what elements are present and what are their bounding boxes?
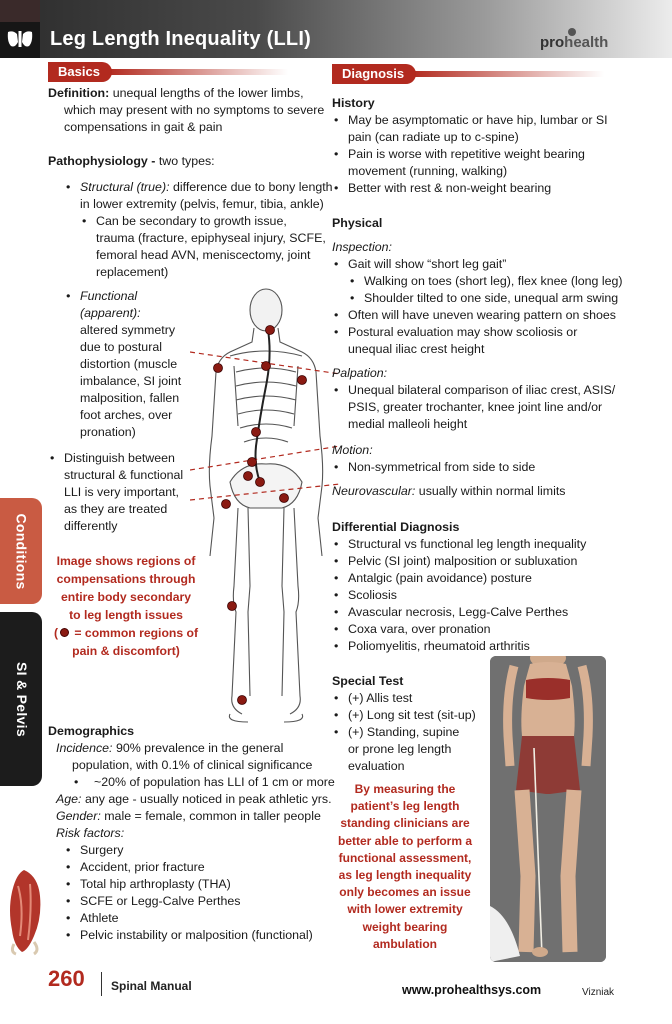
history-item-1a: • May be asymptomatic or have hip, lumbar or SI — [332, 112, 632, 129]
caption-legend-open: ( — [53, 626, 59, 640]
basics-label: Basics — [48, 62, 112, 82]
structural-line1: difference due to bony length — [172, 180, 333, 194]
inspection-item-3b: unequal iliac crest height — [348, 342, 485, 356]
physical-heading: Physical — [332, 216, 383, 230]
diagnosis-label: Diagnosis — [332, 64, 416, 84]
caption-line-2: compensations through — [56, 572, 196, 586]
ddx-item: • Scoliosis — [332, 587, 632, 604]
functional-line-6: foot arches, over — [80, 408, 173, 422]
diagnosis-header-rule — [412, 71, 604, 77]
ddx-item: • Coxa vara, over pronation — [332, 621, 632, 638]
incidence-label: Incidence: — [56, 741, 113, 755]
palpation-a: • Unequal bilateral comparison of iliac crest, ASIS/ — [332, 382, 632, 399]
gender-text: male = female, common in taller people — [104, 809, 321, 823]
functional-line-5: malposition, fallen — [80, 391, 180, 405]
brand-pro: pro — [540, 34, 565, 51]
functional-label1: • Functional — [64, 288, 204, 305]
ddx-item: • Avascular necrosis, Legg-Calve Perthes — [332, 604, 632, 621]
demographics-heading: Demographics — [48, 724, 135, 738]
history-item-1b: pain (can radiate up to c-spine) — [348, 130, 519, 144]
neuro-label: Neurovascular: — [332, 484, 416, 498]
history-block — [332, 95, 632, 197]
caption-line-1: Image shows regions of — [56, 554, 196, 568]
history-heading: History — [332, 96, 375, 110]
patho-rest: two types: — [158, 154, 215, 168]
age-label: Age: — [56, 792, 82, 806]
age-text: any age - usually noticed in peak athletic yrs. — [84, 792, 332, 806]
page-title: Leg Length Inequality (LLI) — [50, 28, 311, 50]
distinguish-line-1: • Distinguish between — [48, 450, 198, 467]
risk-item: • Total hip arthroplasty (THA) — [64, 876, 338, 893]
tab-si-pelvis-label: SI & Pelvis — [13, 661, 30, 737]
skeleton-caption — [46, 552, 206, 660]
palpation-b: PSIS, greater trochanter, knee joint line and/or — [348, 400, 603, 414]
structural-block — [64, 179, 336, 281]
distinguish-block — [48, 450, 198, 535]
footer-divider — [101, 972, 102, 996]
caption-line-3: entire body secondary — [60, 590, 192, 604]
definition-label: Definition: — [48, 86, 110, 100]
definition-line3: compensations in gait & pain — [64, 120, 223, 134]
inspection-label: Inspection: — [332, 240, 392, 254]
inspection-sub-2: • Shoulder tilted to one side, unequal arm swing — [348, 290, 632, 307]
inspection-item-1: • Gait will show “short leg gait” — [332, 256, 632, 273]
risk-item: • Athlete — [64, 910, 338, 927]
inspection-item-2: • Often will have uneven wearing pattern on shoes — [332, 307, 632, 324]
caption-legend-rest: = common regions of — [71, 626, 199, 640]
distinguish-line-3: LLI is very important, — [64, 485, 180, 499]
palpation-c: medial malleoli height — [348, 417, 468, 431]
distinguish-line-5: differently — [64, 519, 118, 533]
functional-line-2: due to postural — [80, 340, 162, 354]
brand-health: health — [564, 34, 609, 51]
leg-measurement-photo — [490, 656, 606, 962]
risk-item: • Accident, prior fracture — [64, 859, 338, 876]
structural-sub3: femoral head AVN, meniscectomy, joint — [96, 248, 311, 262]
photo-caption-line: weight bearing — [362, 919, 448, 934]
risk-item: • Pelvic instability or malposition (functional) — [64, 927, 338, 944]
history-item-3: • Better with rest & non-weight bearing — [332, 180, 632, 197]
ddx-block — [332, 519, 632, 655]
risk-label: Risk factors: — [56, 826, 125, 840]
photo-caption-line: better able to perform a — [337, 833, 473, 848]
author-name: Vizniak — [582, 987, 615, 998]
distinguish-line-4: as they are treated — [64, 502, 168, 516]
photo-caption-line: as leg length inequality — [338, 868, 472, 883]
photo-caption-line: By measuring the — [354, 782, 456, 796]
patho-label: Pathophysiology - — [48, 154, 156, 168]
header-corner-strip — [0, 0, 40, 22]
structural-line2: in lower extremity (pelvis, femur, tibia, ankle) — [80, 197, 324, 211]
pelvis-muscle-icon — [4, 866, 46, 956]
ddx-heading: Differential Diagnosis — [332, 520, 460, 534]
structural-sub4: replacement) — [96, 265, 169, 279]
physical-block — [332, 215, 632, 500]
brand-logo — [540, 34, 608, 51]
tab-si-pelvis[interactable] — [0, 612, 42, 786]
caption-line-4: to leg length issues — [69, 608, 183, 622]
caption-last: pain & discomfort) — [72, 644, 180, 658]
manual-title: Spinal Manual — [111, 979, 192, 993]
photo-caption-line: only becomes an issue — [339, 885, 471, 900]
functional-line-1: altered symmetry — [80, 323, 176, 337]
gender-label: Gender: — [56, 809, 101, 823]
special-test-block — [332, 673, 482, 775]
special-item-3c: evaluation — [348, 759, 405, 773]
photo-caption-line: with lower extremity — [347, 902, 463, 917]
risk-item: • SCFE or Legg-Calve Perthes — [64, 893, 338, 910]
website-link[interactable]: www.prohealthsys.com — [402, 983, 542, 997]
photo-caption-line: ambulation — [372, 936, 437, 951]
distinguish-line-2: structural & functional — [64, 468, 184, 482]
photo-caption-line: patient’s leg length — [350, 799, 460, 814]
motion-item: • Non-symmetrical from side to side — [332, 459, 632, 476]
risk-item: • Surgery — [64, 842, 338, 859]
special-heading: Special Test — [332, 674, 404, 688]
history-item-2a: • Pain is worse with repetitive weight bearing — [332, 146, 632, 163]
definition-block — [48, 85, 338, 136]
functional-block — [64, 288, 204, 441]
basics-header — [48, 62, 288, 82]
motion-label: Motion: — [332, 443, 373, 457]
special-item-3b: or prone leg length — [348, 742, 452, 756]
palpation-label: Palpation: — [332, 366, 388, 380]
photo-caption — [330, 781, 480, 953]
structural-sub1: • Can be secondary to growth issue, — [80, 213, 336, 230]
special-item-2: • (+) Long sit test (sit-up) — [332, 707, 482, 724]
structural-sub2: trauma (fracture, epiphyseal injury, SCFE, — [96, 231, 326, 245]
photo-caption-line: functional assessment, — [338, 850, 472, 865]
special-item-3a: • (+) Standing, supine — [332, 724, 482, 741]
functional-line-7: pronation) — [80, 425, 136, 439]
functional-line-3: distortion (muscle — [80, 357, 178, 371]
inspection-sub-1: • Walking on toes (short leg), flex knee (long leg) — [348, 273, 632, 290]
neuro-text: usually within normal limits — [418, 484, 566, 498]
tab-conditions[interactable] — [0, 498, 42, 604]
special-item-1: • (+) Allis test — [332, 690, 482, 707]
incidence-sub: • ~20% of population has LLI of 1 cm or more — [72, 774, 338, 791]
tab-conditions-label: Conditions — [13, 512, 30, 590]
history-item-2b: movement (running, walking) — [348, 164, 508, 178]
page-header — [0, 0, 672, 58]
pain-dot-legend-icon — [60, 628, 69, 637]
demographics-block — [48, 723, 338, 944]
functional-label2: (apparent): — [80, 306, 141, 320]
definition-line1: unequal lengths of the lower limbs, — [112, 86, 304, 100]
structural-label: Structural (true): — [80, 180, 170, 194]
skeleton-illustration — [190, 286, 340, 726]
incidence-line1: 90% prevalence in the general — [115, 741, 284, 755]
ddx-item: • Structural vs functional leg length inequality — [332, 536, 632, 553]
ddx-item: • Antalgic (pain avoidance) posture — [332, 570, 632, 587]
page-number: 260 — [48, 966, 85, 991]
inspection-item-3a: • Postural evaluation may show scoliosis or — [332, 324, 632, 341]
ddx-item: • Poliomyelitis, rheumatoid arthritis — [332, 638, 632, 655]
ddx-item: • Pelvic (SI joint) malposition or subluxation — [332, 553, 632, 570]
definition-line2: which may present with no symptoms to severe — [64, 103, 325, 117]
diagnosis-header — [332, 64, 604, 84]
photo-caption-line: standing clinicians are — [340, 816, 470, 831]
basics-header-rule — [108, 69, 288, 75]
pathophysiology-heading — [48, 153, 338, 170]
functional-line-4: imbalance, SI joint — [80, 374, 182, 388]
incidence-line2: population, with 0.1% of clinical significance — [72, 758, 313, 772]
pelvis-logo-icon — [0, 22, 40, 58]
